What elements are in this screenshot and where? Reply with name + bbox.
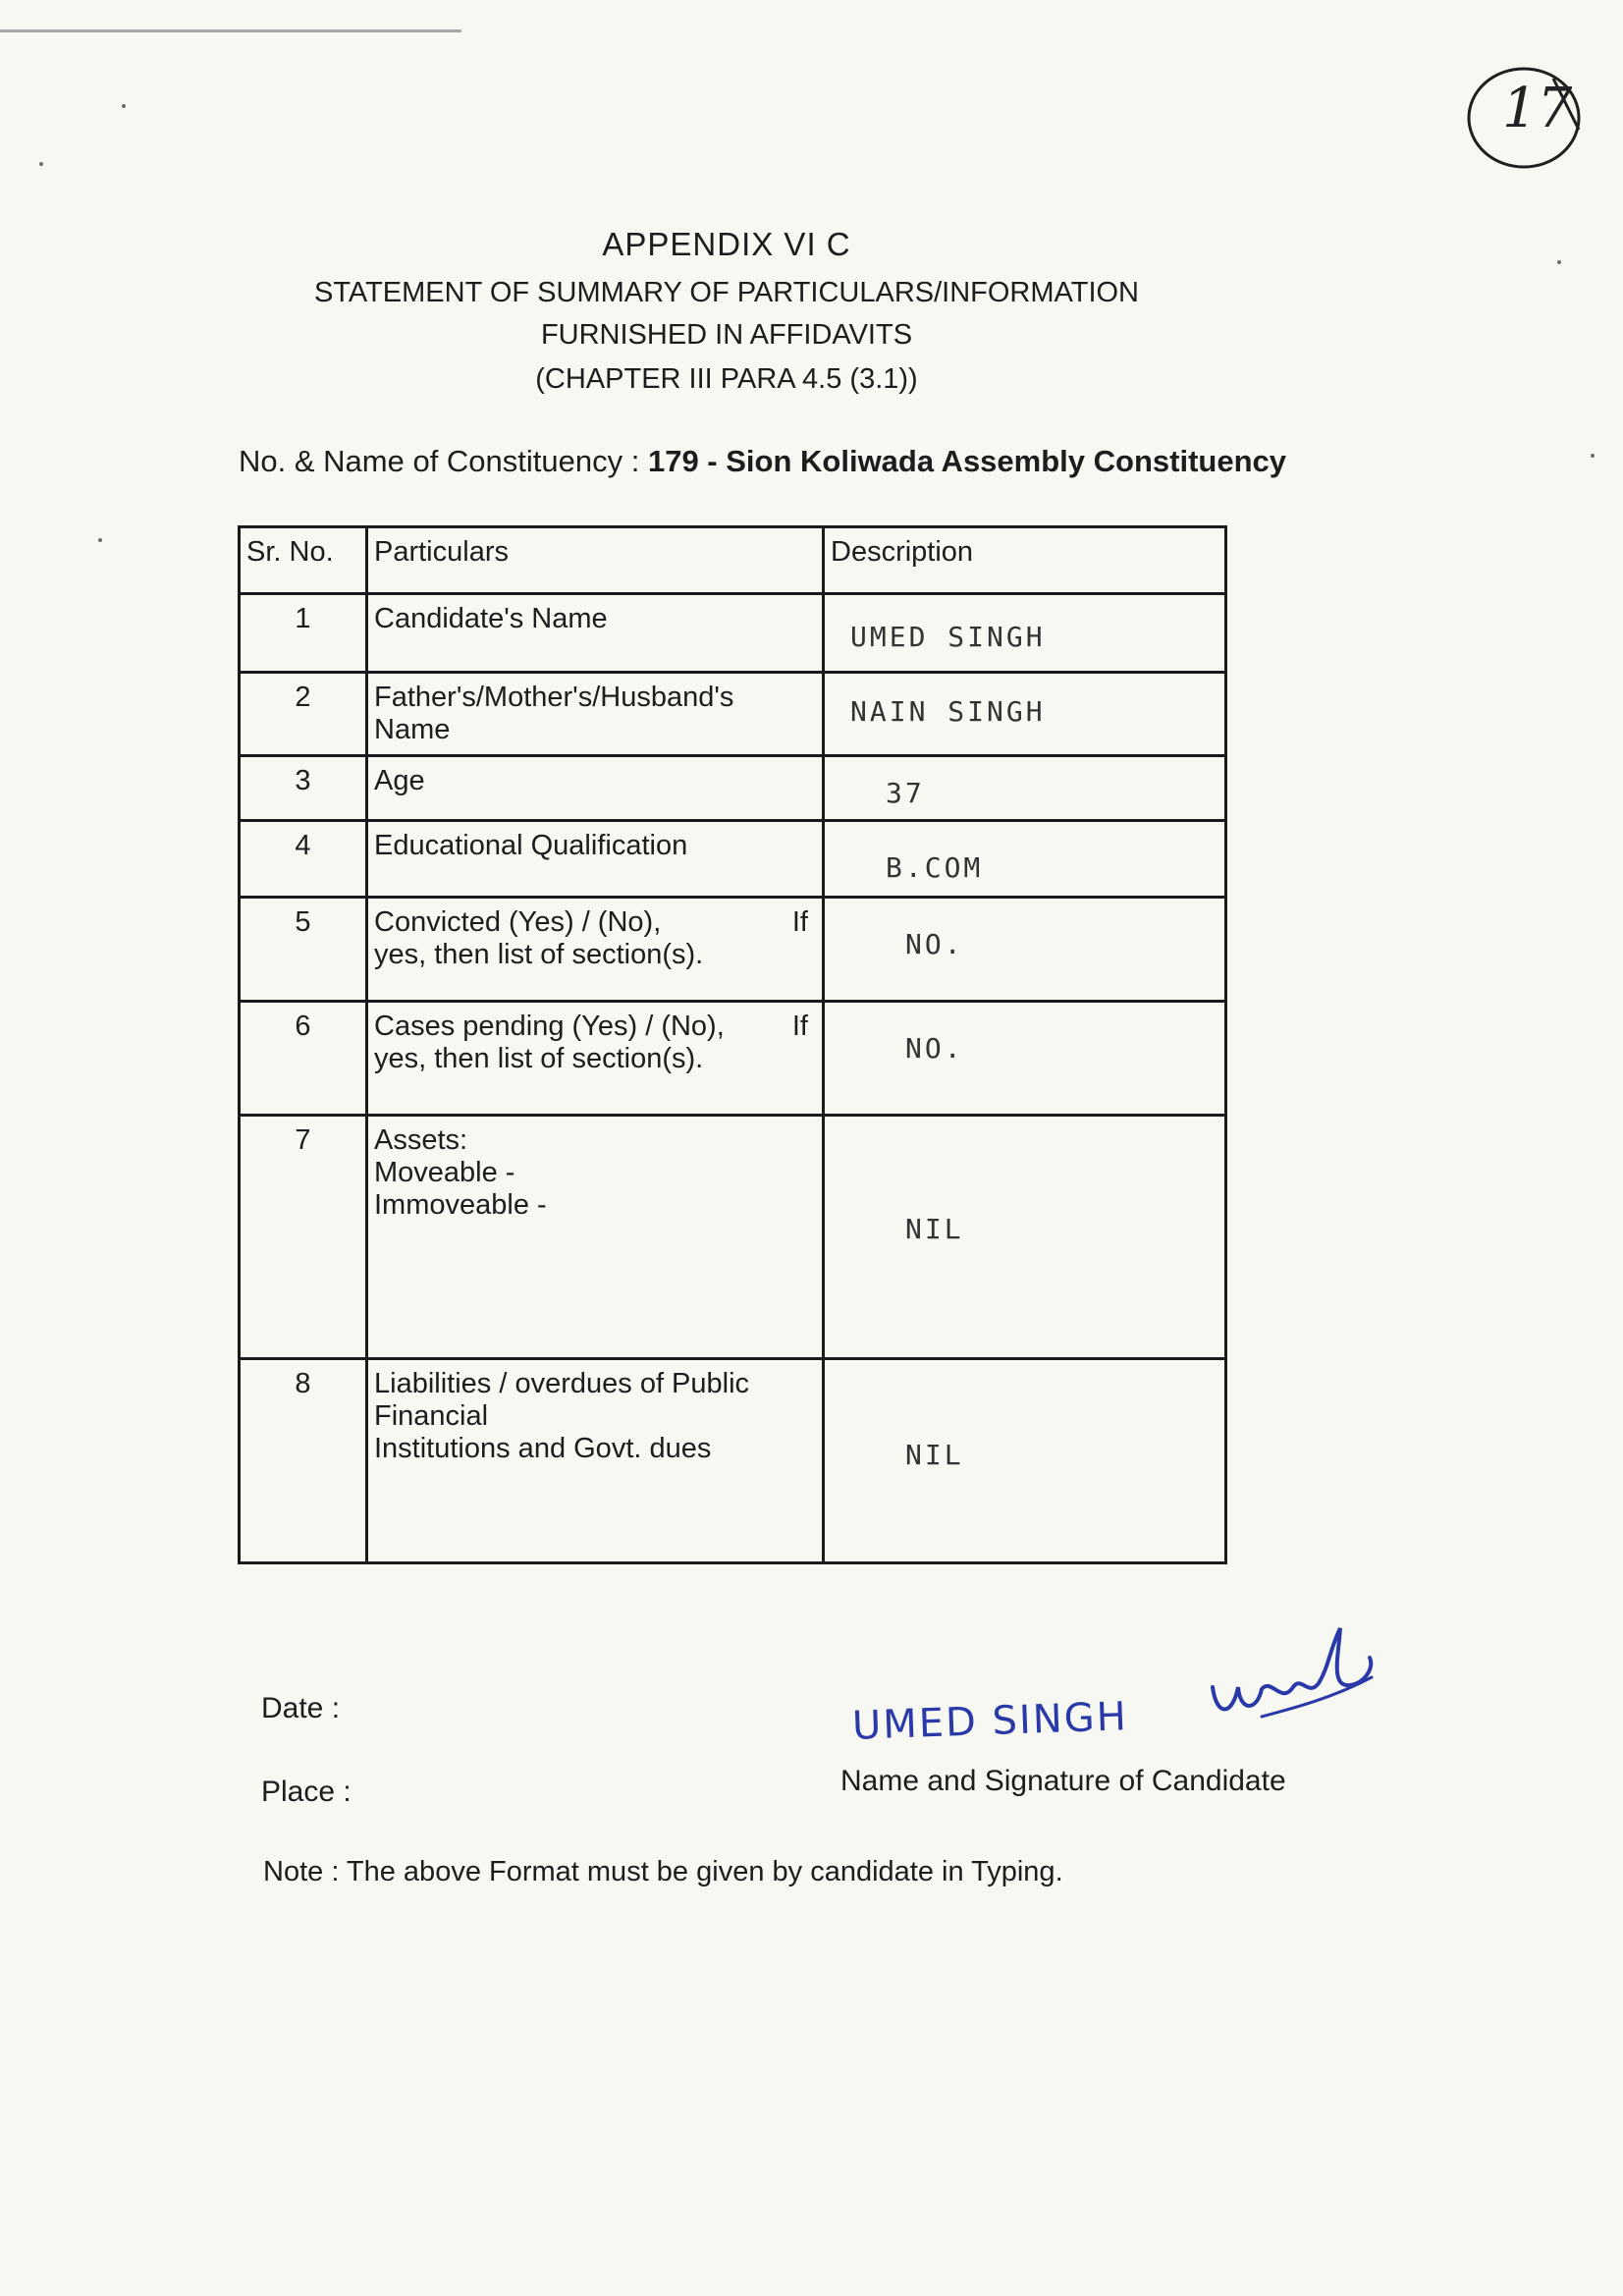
typed-value: NIL bbox=[905, 1439, 964, 1471]
signature-caption: Name and Signature of Candidate bbox=[840, 1765, 1286, 1797]
scan-speck bbox=[1557, 260, 1561, 264]
particulars-table bbox=[238, 525, 1227, 1564]
heading-line-2: FURNISHED IN AFFIDAVITS bbox=[540, 319, 913, 351]
row-description bbox=[824, 1359, 1226, 1563]
row-particulars bbox=[367, 1116, 824, 1359]
constituency-value: 179 - Sion Koliwada Assembly Constituency bbox=[647, 444, 1286, 478]
row-description bbox=[824, 756, 1226, 821]
particulars-line-1: Cases pending (Yes) / (No), bbox=[374, 1011, 725, 1042]
if-text: If bbox=[791, 1011, 808, 1042]
particulars-line-1: Convicted (Yes) / (No), bbox=[374, 906, 662, 938]
row-particulars: Age bbox=[367, 756, 824, 821]
row-particulars bbox=[367, 1002, 824, 1116]
scan-speck bbox=[98, 538, 102, 542]
constituency-label: No. & Name of Constituency : bbox=[239, 444, 640, 478]
row-particulars bbox=[367, 1359, 824, 1563]
row-description bbox=[824, 673, 1226, 756]
appendix-title: APPENDIX VI C bbox=[602, 226, 851, 262]
table-header-row bbox=[240, 527, 1226, 594]
particulars-line-2: yes, then list of section(s). bbox=[374, 1043, 704, 1074]
table-row bbox=[240, 898, 1226, 1002]
typing-note: Note : The above Format must be given by candidate in Typing. bbox=[263, 1856, 1063, 1887]
scan-speck bbox=[1591, 454, 1595, 458]
header-particulars: Particulars bbox=[367, 527, 824, 594]
handwritten-name: UMED SINGH bbox=[851, 1694, 1129, 1749]
row-description bbox=[824, 1116, 1226, 1359]
row-particulars: Father's/Mother's/Husband's Name bbox=[367, 673, 824, 756]
scan-edge-line bbox=[0, 29, 461, 32]
date-label: Date : bbox=[261, 1692, 341, 1724]
table-row bbox=[240, 1116, 1226, 1359]
typed-value: NAIN SINGH bbox=[850, 695, 1046, 728]
header-description: Description bbox=[824, 527, 1226, 594]
particulars-line-2: Institutions and Govt. dues bbox=[374, 1433, 712, 1464]
particulars-line-1: Assets: bbox=[374, 1124, 468, 1156]
row-sr: 6 bbox=[240, 1002, 367, 1116]
typed-value: NIL bbox=[905, 1213, 964, 1245]
row-description bbox=[824, 594, 1226, 673]
scan-speck bbox=[122, 104, 126, 108]
particulars-line-3: Immoveable - bbox=[374, 1189, 547, 1221]
row-description bbox=[824, 898, 1226, 1002]
row-sr: 7 bbox=[240, 1116, 367, 1359]
table-row bbox=[240, 821, 1226, 898]
row-sr: 8 bbox=[240, 1359, 367, 1563]
typed-value: NO. bbox=[905, 1032, 964, 1065]
table-row bbox=[240, 756, 1226, 821]
page-number-mark bbox=[1463, 61, 1589, 175]
typed-value: 37 bbox=[886, 777, 925, 809]
particulars-line-2: Moveable - bbox=[374, 1157, 515, 1188]
header-sr-no: Sr. No. bbox=[240, 527, 367, 594]
typed-value: UMED SINGH bbox=[850, 621, 1046, 653]
table-row bbox=[240, 1002, 1226, 1116]
page-number: 17 bbox=[1502, 77, 1573, 140]
table-row bbox=[240, 1359, 1226, 1563]
particulars-line-1: Liabilities / overdues of Public Financial bbox=[374, 1368, 750, 1432]
constituency-line bbox=[239, 444, 1286, 479]
row-description bbox=[824, 1002, 1226, 1116]
row-sr: 4 bbox=[240, 821, 367, 898]
table-row bbox=[240, 673, 1226, 756]
candidate-signature bbox=[1203, 1618, 1380, 1746]
scan-speck bbox=[39, 162, 43, 166]
table-row bbox=[240, 594, 1226, 673]
row-sr: 3 bbox=[240, 756, 367, 821]
row-sr: 1 bbox=[240, 594, 367, 673]
particulars-line-2: yes, then list of section(s). bbox=[374, 939, 704, 970]
row-description bbox=[824, 821, 1226, 898]
typed-value: NO. bbox=[905, 928, 964, 960]
row-particulars: Candidate's Name bbox=[367, 594, 824, 673]
row-sr: 5 bbox=[240, 898, 367, 1002]
if-text: If bbox=[791, 906, 808, 938]
heading-line-3: (CHAPTER III PARA 4.5 (3.1)) bbox=[535, 363, 918, 395]
row-particulars: Educational Qualification bbox=[367, 821, 824, 898]
heading-line-1: STATEMENT OF SUMMARY OF PARTICULARS/INFORMATION bbox=[314, 277, 1139, 308]
row-particulars bbox=[367, 898, 824, 1002]
typed-value: B.COM bbox=[886, 851, 984, 884]
row-sr: 2 bbox=[240, 673, 367, 756]
place-label: Place : bbox=[261, 1776, 352, 1808]
